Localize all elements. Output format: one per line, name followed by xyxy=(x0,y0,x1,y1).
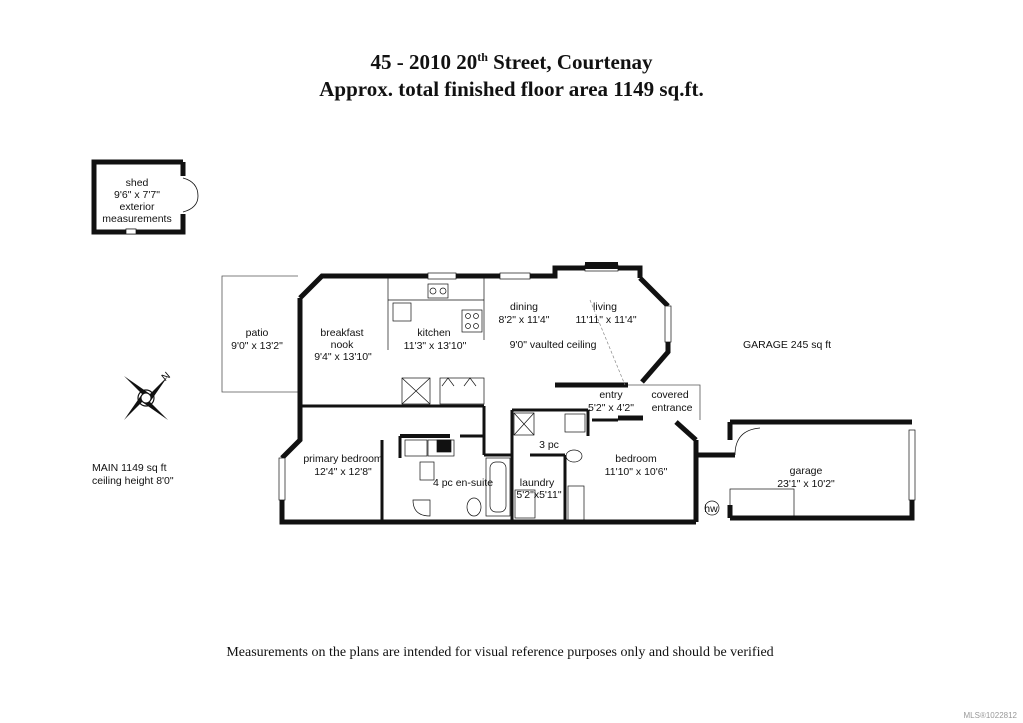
garage-size: 23'1" x 10'2" xyxy=(777,478,835,490)
kitchen-size: 11'3" x 13'10" xyxy=(403,340,467,352)
patio-size: 9'0" x 13'2" xyxy=(231,340,283,352)
living-name: living xyxy=(593,301,617,313)
shed-note-2: measurements xyxy=(102,213,172,225)
vaulted-ceiling-note: 9'0" vaulted ceiling xyxy=(509,339,597,351)
mls-number: MLS®1022812 xyxy=(963,711,1017,720)
bedroom-size: 11'10" x 10'6" xyxy=(604,466,668,478)
primary-bedroom-size: 12'4" x 12'8" xyxy=(314,466,372,478)
kitchen-name: kitchen xyxy=(417,327,451,339)
three-pc-name: 3 pc xyxy=(539,439,559,451)
patio-name: patio xyxy=(245,327,269,339)
nook-size: 9'4" x 13'10" xyxy=(314,351,372,363)
shed-note-1: exterior xyxy=(119,201,155,213)
fireplace xyxy=(585,262,618,269)
shed-name: shed xyxy=(125,177,149,189)
entry-name: entry xyxy=(599,389,623,401)
shed-size: 9'6" x 7'7" xyxy=(114,189,160,201)
dining-name: dining xyxy=(509,301,539,313)
main-area: MAIN 1149 sq ft xyxy=(92,462,167,474)
nook-name-2: nook xyxy=(330,339,354,351)
nook-name-1: breakfast xyxy=(320,327,364,339)
ensuite-name: 4 pc en-suite xyxy=(432,477,494,489)
disclaimer: Measurements on the plans are intended for visual reference purposes only and should be verified xyxy=(226,645,774,660)
laundry-size: 5'2"x5'11" xyxy=(516,489,562,501)
dining-size: 8'2" x 11'4" xyxy=(498,314,550,326)
garage-name: garage xyxy=(789,465,823,477)
address-title: 45 - 2010 20th Street, Courtenay xyxy=(370,50,653,74)
area-title: Approx. total finished floor area 1149 sq.ft. xyxy=(319,77,704,101)
bedroom-name: bedroom xyxy=(615,453,657,465)
compass-icon xyxy=(124,376,168,420)
ceiling-height: ceiling height 8'0" xyxy=(92,475,174,487)
bath-fixtures xyxy=(405,413,585,520)
compass-north-label: N xyxy=(159,369,173,384)
living-size: 11'11" x 11'4" xyxy=(575,314,637,326)
hot-water-label: hw xyxy=(704,503,718,515)
covered-name-1: covered xyxy=(651,389,689,401)
garage-fixtures xyxy=(705,428,794,517)
entry-size: 5'2" x 4'2" xyxy=(588,402,634,414)
covered-name-2: entrance xyxy=(651,402,693,414)
laundry-name: laundry xyxy=(519,477,555,489)
garage-area: GARAGE 245 sq ft xyxy=(742,339,832,351)
windows xyxy=(126,229,915,500)
primary-bedroom-name: primary bedroom xyxy=(303,453,383,465)
